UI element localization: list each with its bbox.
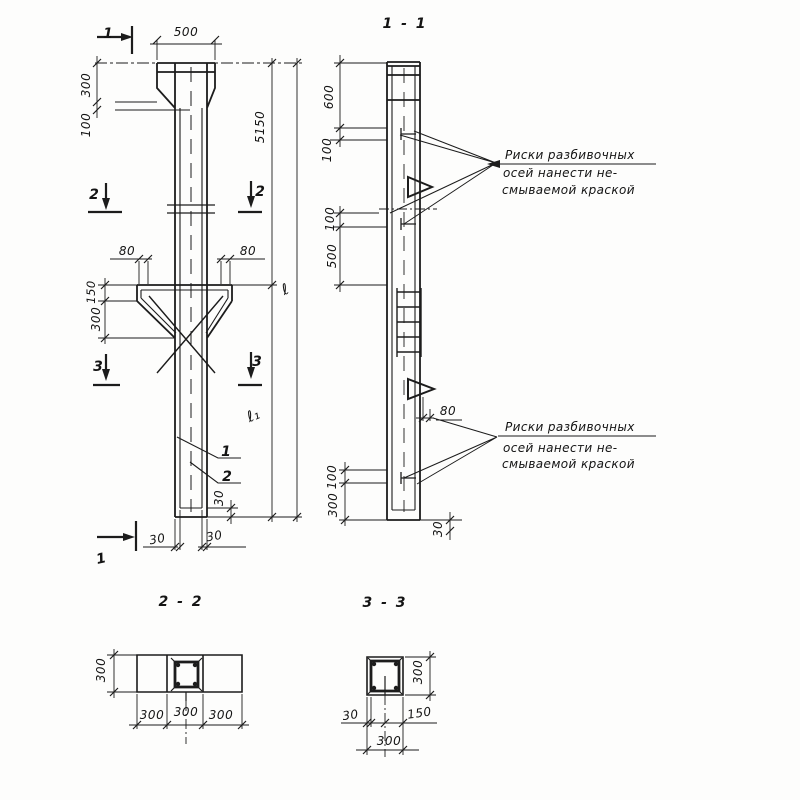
dim-100-bottom: 100 (325, 464, 339, 490)
front-view (79, 25, 302, 568)
dim-upper-length: 5150 (253, 110, 267, 144)
dim-console-left: 80 (118, 244, 136, 258)
dim-taper: 100 (79, 112, 93, 138)
marker-3-right-label: 3 (252, 354, 262, 370)
dim-cover-30: 30 (431, 520, 445, 538)
note-top-line3: смываемой краской (502, 183, 635, 197)
note-bottom-line2: осей нанести не- (503, 441, 618, 455)
section-2-2-dim-w1: 300 (139, 708, 165, 722)
section-1-1-view (320, 16, 656, 540)
dim-slope: 300 (89, 306, 103, 332)
dim-600: 600 (322, 84, 336, 110)
note-bottom-line1: Риски разбивочных (505, 420, 635, 434)
section-3-3-dim-cover: 30 (341, 706, 360, 724)
dim-lower-length: ℓ₁ (244, 404, 263, 426)
section-3-3-dim-half: 150 (406, 704, 433, 722)
section-2-2-title: 2 - 2 (158, 594, 204, 610)
side-rebar-lines (392, 66, 415, 510)
section-2-2-rebar-dots (176, 663, 197, 686)
dim-300-bottom: 300 (326, 492, 340, 518)
marker-2-right-label: 2 (255, 184, 265, 200)
dimension-ticks (93, 36, 301, 551)
dimension-lines (97, 40, 302, 550)
dim-cap-width: 500 (173, 25, 199, 39)
dim-loop-80: 80 (439, 404, 457, 418)
section-3-3-title: 3 - 3 (362, 595, 408, 611)
dim-cap-height: 300 (79, 72, 93, 98)
section-2-2-dim-w2: 300 (173, 705, 199, 719)
dim-console-right: 80 (239, 244, 257, 258)
section-3-3-dim-height: 300 (411, 659, 425, 685)
note-underlines (496, 164, 656, 436)
section-3-3-dim-width: 300 (376, 734, 402, 748)
dim-total-length: ℓ (278, 279, 292, 299)
note-top-line2: осей нанести не- (503, 166, 618, 180)
lifting-loop-bottom (408, 379, 434, 399)
side-dimension-lines (330, 55, 462, 540)
section-2-2-dim-height: 300 (94, 657, 108, 683)
dim-cover-end: 30 (212, 489, 226, 507)
dim-cover-bottom-left: 30 (148, 530, 167, 548)
embedded-ladder (397, 288, 421, 357)
marker-2-left-label: 2 (89, 187, 99, 203)
dim-500-mid: 500 (325, 243, 339, 269)
console-cross (149, 296, 223, 373)
rebar-label-2: 2 (222, 469, 232, 485)
marker-3-left-label: 3 (93, 359, 103, 375)
dim-100-mid: 100 (323, 206, 337, 232)
dim-100-top: 100 (320, 137, 334, 163)
section-2-2-view (94, 594, 249, 744)
marker-1-bottom-label: 1 (94, 550, 108, 568)
rebar-label-1: 1 (221, 444, 231, 460)
note-bottom-line3: смываемой краской (502, 457, 635, 471)
dim-cover-bottom-right: 30 (205, 527, 224, 545)
note-top-line1: Риски разбивочных (505, 148, 635, 162)
dim-shelf: 150 (84, 280, 98, 304)
section-1-1-title: 1 - 1 (382, 16, 428, 32)
marker-1-top-label: 1 (103, 26, 113, 42)
section-2-2-dim-w3: 300 (208, 708, 234, 722)
section-3-3-view (341, 595, 437, 757)
